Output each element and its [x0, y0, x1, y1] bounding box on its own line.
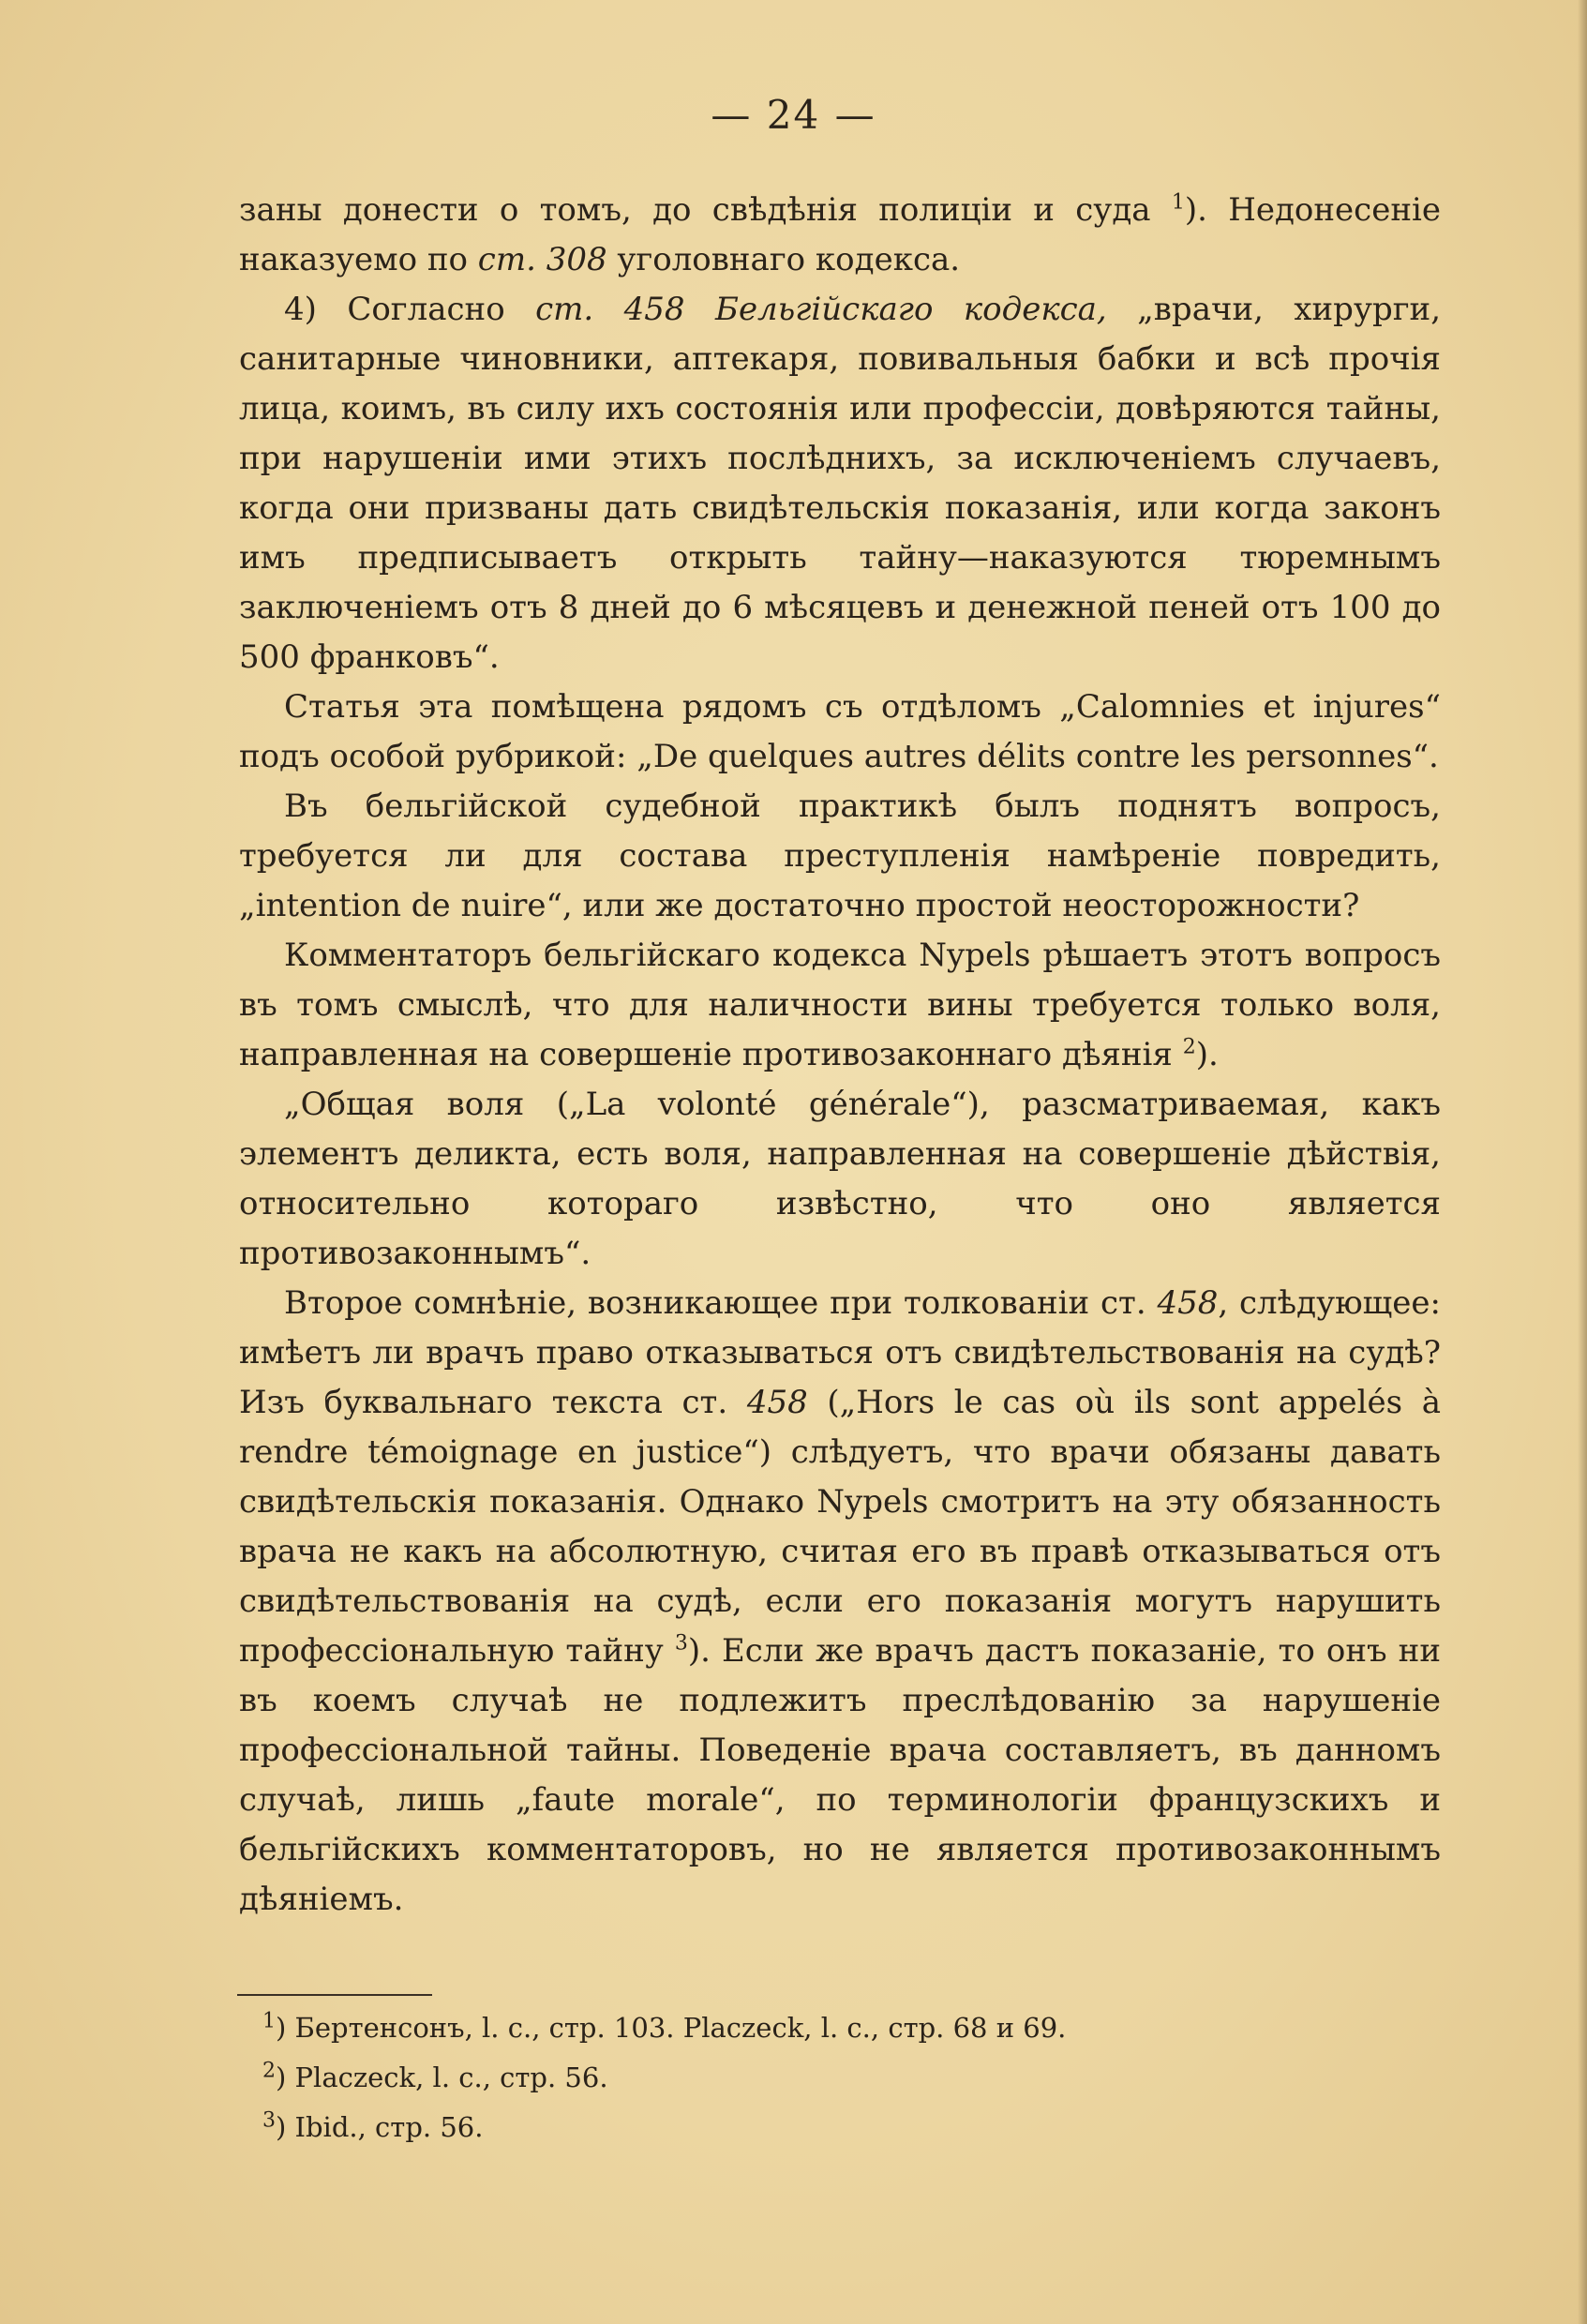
- page-number: — 24 —: [711, 92, 876, 138]
- text-run: („Hors le cas où ils sont appelés à rendre témoignage en justice“) слѣдуетъ, что врачи обязаны давать свидѣтельскія показанія. Однако Nypels смотритъ на эту обязанность врача не какъ на абсолютную, считая его въ правѣ отказываться отъ свидѣтельствованія на судѣ, если его показанія могутъ нарушить профессіональную тайну: [239, 1384, 1442, 1670]
- text-run: Статья эта помѣщена рядомъ съ отдѣломъ „Calomnies et injures“ подъ особой рубрикой: „De quelques autres délits contre les personnes“.: [239, 688, 1441, 775]
- footnote-number: 2: [262, 2059, 276, 2083]
- footnote: [262, 2053, 1387, 2103]
- paragraph: [239, 1080, 1441, 1279]
- footnote-number: 1: [262, 2009, 276, 2033]
- footnote-divider: [237, 1994, 432, 1996]
- text-run: уголовнаго кодекса.: [606, 241, 961, 278]
- footnote-number: 3: [262, 2108, 276, 2133]
- body-text: [239, 186, 1441, 1925]
- footnote-text: ) Placzeck, l. c., стр. 56.: [276, 2062, 608, 2093]
- footnote-text: ) Ibid., стр. 56.: [276, 2111, 484, 2143]
- paragraph: [239, 1279, 1441, 1925]
- text-run: 4) Согласно: [284, 291, 536, 328]
- text-run: Комментаторъ бельгійскаго кодекса Nypels рѣшаетъ этотъ вопросъ въ томъ смыслѣ, что для наличности вины требуется только воля, направленная на совершеніе противозаконнаго дѣянія: [239, 937, 1441, 1073]
- italic-reference: ст. 308: [477, 241, 607, 278]
- text-run: заны донести о томъ, до свѣдѣнія полиціи и суда: [239, 191, 1172, 229]
- paragraph: [239, 285, 1441, 682]
- italic-reference: 458: [746, 1384, 808, 1421]
- text-run: ). Недонесеніе наказуемо по: [239, 191, 1441, 278]
- paragraph: [239, 186, 1441, 285]
- footnotes: [262, 2003, 1387, 2152]
- footnote-text: ) Бертенсонъ, l. c., стр. 103. Placzeck, l. c., стр. 68 и 69.: [276, 2012, 1067, 2044]
- text-run: , слѣдующее: имѣетъ ли врачъ право отказываться отъ свидѣтельствованія на судѣ? Изъ буквальнаго текста ст.: [239, 1284, 1441, 1421]
- italic-reference: 458: [1157, 1284, 1219, 1322]
- text-run: „Общая воля („La volonté générale“), разсматриваемая, какъ элементъ деликта, есть воля, направленная на совершеніе дѣйствія, относительно котораго извѣстно, что оно является противозаконнымъ“.: [239, 1086, 1441, 1272]
- text-run: Въ бельгійской судебной практикѣ былъ поднятъ вопросъ, требуется ли для состава преступленія намѣреніе повредить, „intention de nuire“, или же достаточно простой неосторожности?: [239, 787, 1441, 924]
- footnote-marker: 3: [674, 1631, 688, 1656]
- footnote: [262, 2003, 1387, 2053]
- footnote-marker: 1: [1171, 190, 1185, 215]
- text-run: ).: [1195, 1036, 1219, 1073]
- text-run: Второе сомнѣніе, возникающее при толкованіи ст.: [284, 1284, 1158, 1322]
- paragraph: [239, 682, 1441, 782]
- page-edge-shadow: [1578, 0, 1587, 2324]
- paragraph: [239, 931, 1441, 1080]
- text-run: ). Если же врачъ дастъ показаніе, то онъ ни въ коемъ случаѣ не подлежитъ преслѣдованію за нарушеніе профессіональной тайны. Поведеніе врача составляетъ, въ данномъ случаѣ, лишь „faute morale“, по терминологіи французскихъ и бельгійскихъ комментаторовъ, но не является противозаконнымъ дѣяніемъ.: [239, 1632, 1441, 1918]
- footnote: [262, 2103, 1387, 2152]
- text-run: „врачи, хирурги, санитарные чиновники, аптекаря, повивальныя бабки и всѣ прочія лица, коимъ, въ силу ихъ состоянія или профессіи, довѣряются тайны, при нарушеніи ими этихъ послѣднихъ, за исключеніемъ случаевъ, когда они призваны дать свидѣтельскія показанія, или когда законъ имъ предписываетъ открыть тайну—наказуются тюремнымъ заключеніемъ отъ 8 дней до 6 мѣсяцевъ и денежной пеней отъ 100 до 500 франковъ“.: [239, 291, 1442, 676]
- footnote-marker: 2: [1182, 1035, 1196, 1059]
- paragraph: [239, 782, 1441, 931]
- italic-reference: ст. 458 Бельгійскаго кодекса,: [535, 291, 1107, 328]
